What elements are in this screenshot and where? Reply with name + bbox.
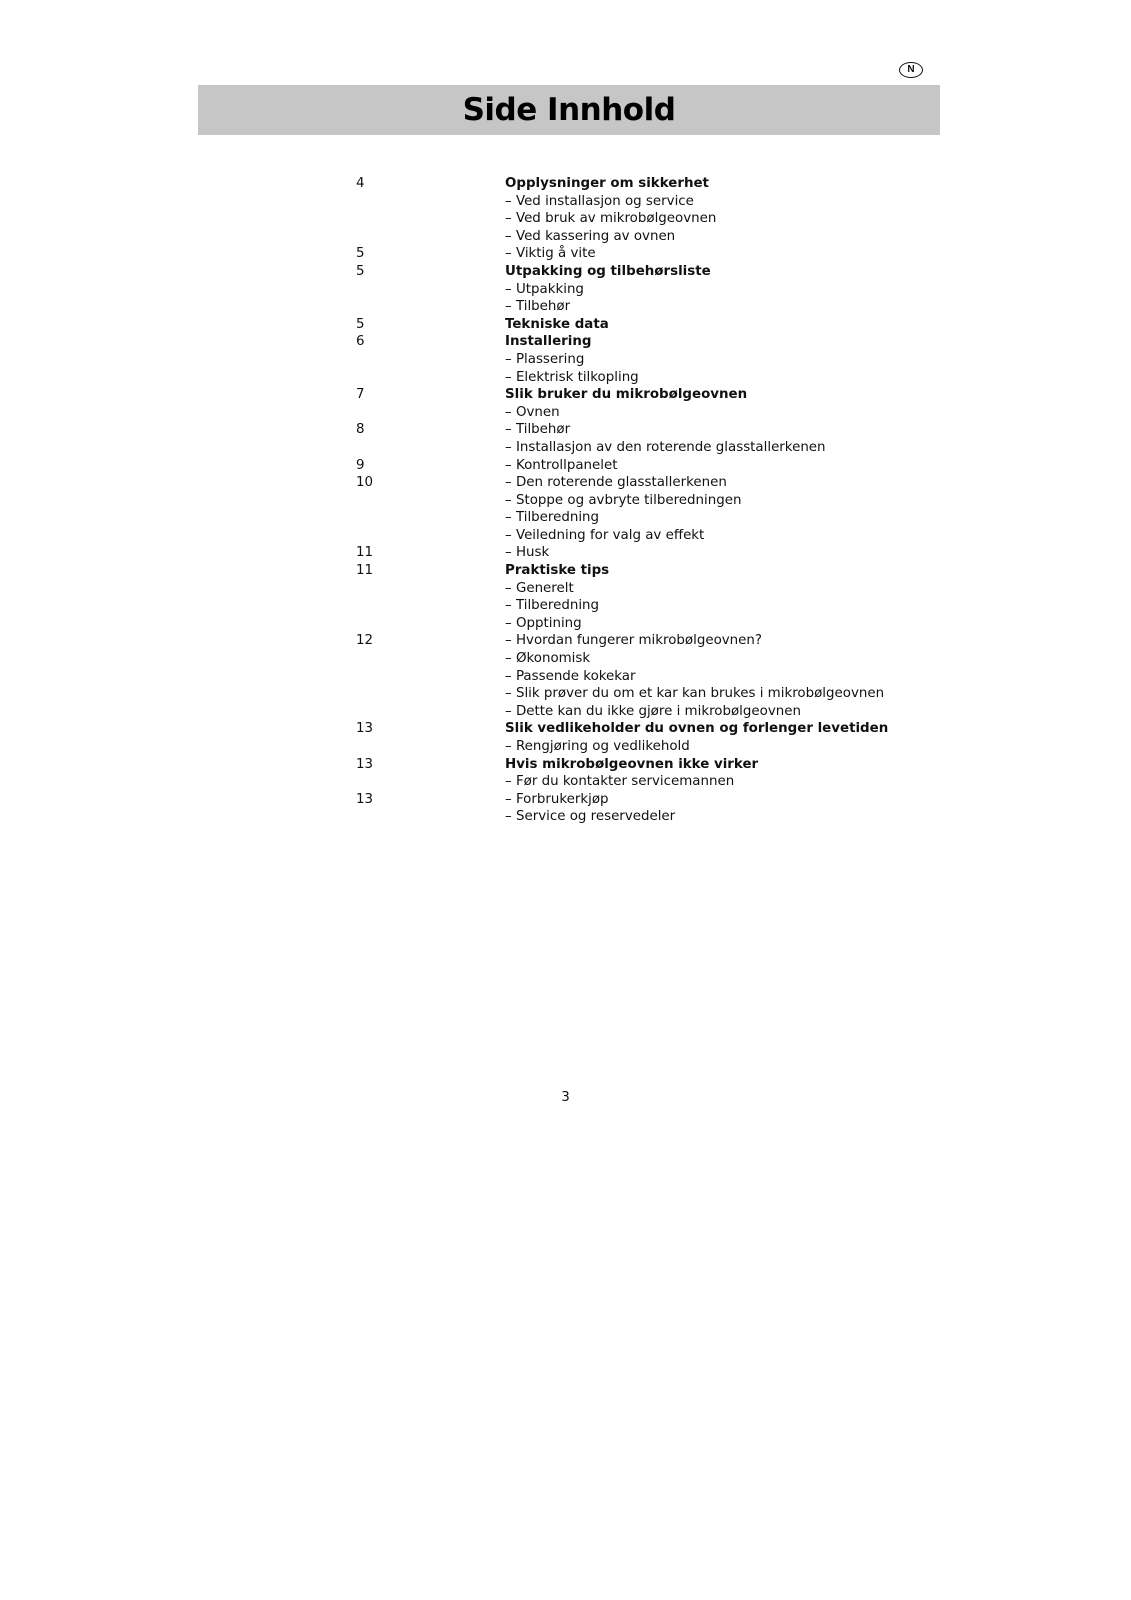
toc-entry-label: – Ved installasjon og service	[505, 193, 694, 209]
toc-page-number: 5	[356, 246, 365, 262]
toc-entry	[356, 245, 956, 263]
toc-entry	[356, 193, 956, 211]
toc-page-number: 13	[356, 756, 374, 772]
toc-entry	[356, 492, 956, 510]
toc-entry-label: Slik bruker du mikrobølgeovnen	[505, 387, 748, 403]
toc-entry-label: – Husk	[505, 545, 550, 561]
toc-entry-label: – Installasjon av den roterende glasstallerkenen	[505, 439, 826, 455]
toc-entry	[356, 668, 956, 686]
toc-section-heading	[356, 316, 956, 334]
toc-entry	[356, 439, 956, 457]
toc-entry	[356, 474, 956, 492]
toc-entry-label: – Tilbehør	[505, 422, 571, 438]
toc-page-number: 12	[356, 633, 374, 649]
toc-entry-label: – Slik prøver du om et kar kan brukes i mikrobølgeovnen	[505, 686, 885, 702]
toc-page-number: 4	[356, 176, 365, 191]
toc-entry	[356, 808, 956, 826]
toc-entry-label: – Ved bruk av mikrobølgeovnen	[505, 211, 717, 227]
toc-entry	[356, 210, 956, 228]
toc-page-number: 11	[356, 545, 374, 561]
toc-page-number: 8	[356, 422, 365, 438]
toc-entry	[356, 650, 956, 668]
toc-page-number: 6	[356, 334, 365, 350]
toc-entry	[356, 369, 956, 387]
toc-entry-label: – Før du kontakter servicemannen	[505, 774, 735, 790]
toc-page-number: 13	[356, 721, 374, 737]
toc-entry-label: – Forbrukerkjøp	[505, 791, 609, 807]
toc-entry-label: – Generelt	[505, 580, 574, 596]
page-number: 3	[561, 1090, 570, 1105]
toc-entry-label: Hvis mikrobølgeovnen ikke virker	[505, 756, 759, 772]
toc-entry	[356, 615, 956, 633]
toc-entry	[356, 404, 956, 422]
toc-entry	[356, 632, 956, 650]
toc-entry	[356, 544, 956, 562]
toc-entry-label: – Hvordan fungerer mikrobølgeovnen?	[505, 633, 763, 649]
toc-section-heading	[356, 263, 956, 281]
toc-section-heading	[356, 386, 956, 404]
toc-entry-label: – Passende kokekar	[505, 668, 636, 684]
toc-entry-label: – Opptining	[505, 615, 582, 631]
toc-entry-label: Slik vedlikeholder du ovnen og forlenger levetiden	[505, 721, 889, 737]
toc-entry-label: – Stoppe og avbryte tilberedningen	[505, 492, 742, 508]
toc-entry-label: – Ovnen	[505, 404, 560, 420]
toc-entry	[356, 791, 956, 809]
toc-entry-label: – Utpakking	[505, 281, 584, 297]
toc-entry-label: Utpakking og tilbehørsliste	[505, 263, 711, 279]
toc-entry	[356, 738, 956, 756]
toc-entry-label: – Tilberedning	[505, 598, 600, 614]
toc-entry-label: Tekniske data	[505, 316, 609, 332]
toc-entry	[356, 597, 956, 615]
toc-entry-label: – Økonomisk	[505, 651, 591, 667]
toc-entry-label: – Viktig å vite	[505, 246, 596, 262]
page-title: Side Innhold	[462, 92, 676, 128]
language-badge: N	[899, 62, 923, 78]
toc-entry-label: – Tilbehør	[505, 299, 571, 315]
toc-entry-label: – Tilberedning	[505, 510, 600, 526]
toc-entry	[356, 281, 956, 299]
toc-entry-label: – Dette kan du ikke gjøre i mikrobølgeovnen	[505, 703, 801, 719]
toc-page-number: 11	[356, 563, 374, 579]
toc-entry-label: – Ved kassering av ovnen	[505, 228, 676, 244]
toc-section-heading	[356, 333, 956, 351]
toc-entry-label: Installering	[505, 334, 592, 350]
toc-section-heading	[356, 756, 956, 774]
toc-entry	[356, 527, 956, 545]
toc-entry-label: – Den roterende glasstallerkenen	[505, 475, 727, 491]
title-bar	[198, 85, 940, 135]
toc-entry-label: – Elektrisk tilkopling	[505, 369, 639, 385]
toc-section-heading	[356, 562, 956, 580]
toc-page-number: 10	[356, 475, 374, 491]
toc-entry	[356, 773, 956, 791]
toc-entry-label: – Kontrollpanelet	[505, 457, 618, 473]
toc-page-number: 5	[356, 263, 365, 279]
toc-page-number: 7	[356, 387, 365, 403]
toc-entry	[356, 351, 956, 369]
toc-entry	[356, 685, 956, 703]
toc-page-number: 5	[356, 316, 365, 332]
toc-page-number: 13	[356, 791, 374, 807]
toc-section-heading	[356, 175, 956, 193]
toc-entry	[356, 228, 956, 246]
toc-entry	[356, 457, 956, 475]
toc-section-heading	[356, 720, 956, 738]
toc-entry-label: – Plassering	[505, 351, 585, 367]
toc-entry-label: Opplysninger om sikkerhet	[505, 176, 709, 191]
toc-entry	[356, 703, 956, 721]
toc-entry	[356, 421, 956, 439]
toc-entry-label: Praktiske tips	[505, 563, 610, 579]
toc-entry-label: – Service og reservedeler	[505, 809, 676, 825]
table-of-contents	[356, 175, 956, 826]
toc-entry	[356, 509, 956, 527]
toc-entry	[356, 580, 956, 598]
toc-page-number: 9	[356, 457, 365, 473]
toc-entry	[356, 298, 956, 316]
toc-entry-label: – Veiledning for valg av effekt	[505, 527, 705, 543]
toc-entry-label: – Rengjøring og vedlikehold	[505, 739, 690, 754]
